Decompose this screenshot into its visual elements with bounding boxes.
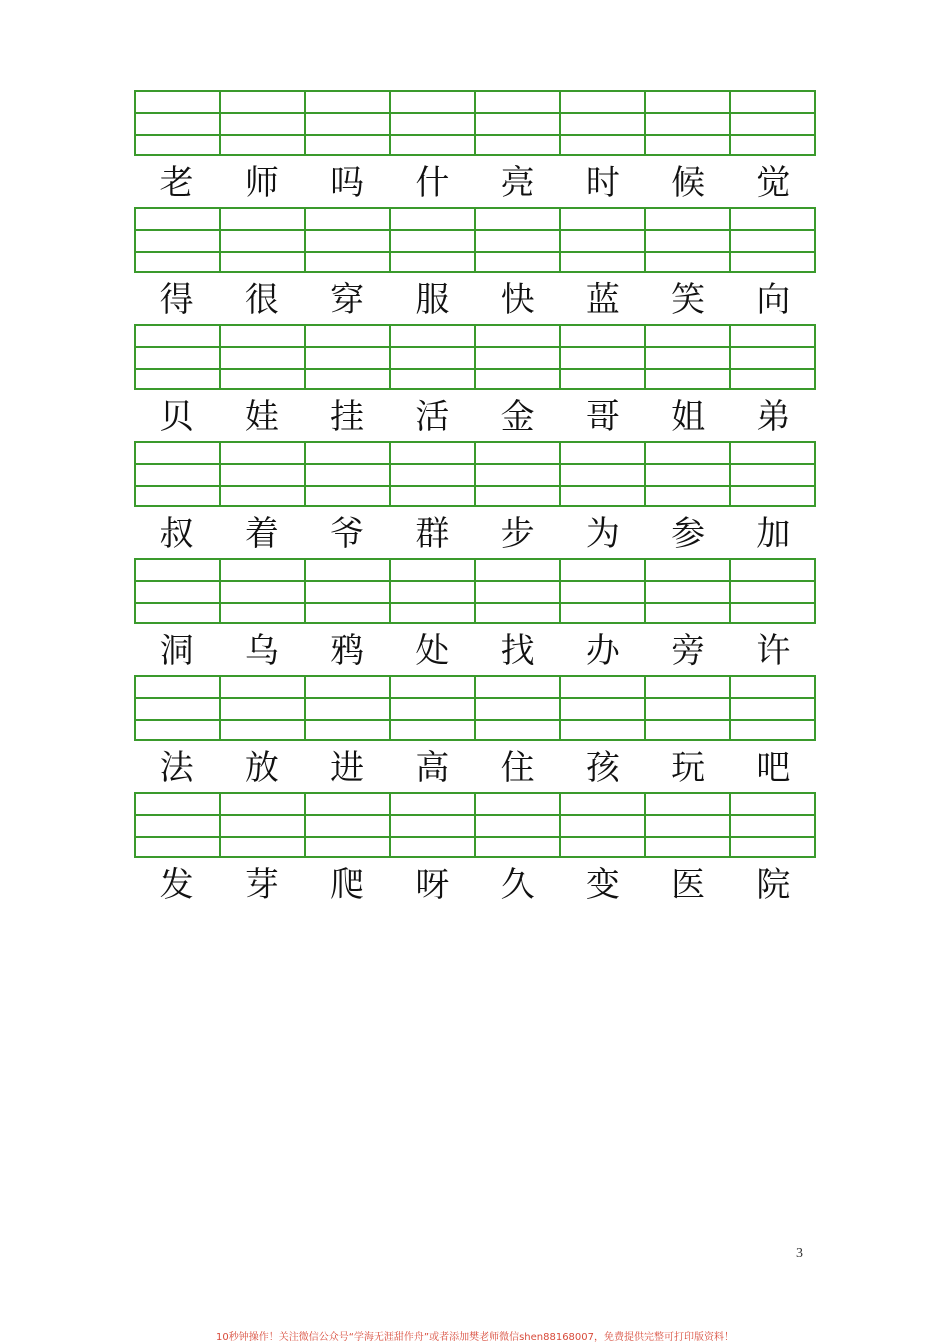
- chinese-character: 笑: [671, 280, 706, 320]
- writing-cell: [646, 443, 731, 505]
- chinese-character: 群: [415, 514, 450, 554]
- writing-cell: [731, 560, 814, 622]
- chinese-character: 放: [244, 748, 279, 788]
- chinese-character: 爬: [330, 865, 365, 905]
- chinese-character: 找: [500, 631, 535, 671]
- writing-cell: [646, 677, 731, 739]
- character-row: [134, 277, 816, 323]
- practice-block: [134, 792, 816, 909]
- writing-cell: [561, 92, 646, 154]
- chinese-character: 孩: [585, 748, 620, 788]
- character-row: [134, 628, 816, 674]
- chinese-character: 许: [756, 631, 791, 671]
- writing-cell: [221, 560, 306, 622]
- writing-grid: [134, 792, 816, 858]
- writing-cell: [136, 209, 221, 271]
- writing-cell: [646, 92, 731, 154]
- writing-cell: [646, 209, 731, 271]
- character-row: [134, 862, 816, 908]
- writing-cell: [136, 92, 221, 154]
- chinese-character: 旁: [671, 631, 706, 671]
- chinese-character: 活: [415, 397, 450, 437]
- writing-cell: [476, 443, 561, 505]
- chinese-character: 加: [756, 514, 791, 554]
- chinese-character: 进: [330, 748, 365, 788]
- page-number: 3: [796, 1246, 803, 1261]
- writing-cell: [731, 92, 814, 154]
- chinese-character: 步: [500, 514, 535, 554]
- writing-cell: [561, 443, 646, 505]
- writing-cell: [221, 209, 306, 271]
- writing-cell: [306, 92, 391, 154]
- chinese-character: 住: [500, 748, 535, 788]
- chinese-character: 法: [159, 748, 194, 788]
- writing-cell: [561, 209, 646, 271]
- writing-cell: [391, 677, 476, 739]
- writing-cell: [221, 443, 306, 505]
- writing-cell: [646, 326, 731, 388]
- writing-cell: [476, 560, 561, 622]
- chinese-character: 变: [585, 865, 620, 905]
- character-row: [134, 160, 816, 206]
- chinese-character: 姐: [671, 397, 706, 437]
- chinese-character: 穿: [330, 280, 365, 320]
- chinese-character: 觉: [756, 163, 791, 203]
- writing-cell: [306, 794, 391, 856]
- chinese-character: 高: [415, 748, 450, 788]
- writing-grid: [134, 90, 816, 156]
- character-row: [134, 745, 816, 791]
- chinese-character: 参: [671, 514, 706, 554]
- writing-cell: [476, 209, 561, 271]
- chinese-character: 服: [415, 280, 450, 320]
- chinese-character: 很: [244, 280, 279, 320]
- practice-block: [134, 558, 816, 675]
- chinese-character: 时: [585, 163, 620, 203]
- chinese-character: 吗: [330, 163, 365, 203]
- chinese-character: 医: [671, 865, 706, 905]
- writing-cell: [391, 560, 476, 622]
- writing-cell: [306, 443, 391, 505]
- chinese-character: 呀: [415, 865, 450, 905]
- practice-block: [134, 675, 816, 792]
- chinese-character: 叔: [159, 514, 194, 554]
- chinese-character: 蓝: [585, 280, 620, 320]
- writing-cell: [221, 677, 306, 739]
- writing-cell: [306, 560, 391, 622]
- writing-cell: [646, 794, 731, 856]
- writing-grid: [134, 675, 816, 741]
- writing-cell: [221, 92, 306, 154]
- practice-block: [134, 207, 816, 324]
- chinese-character: 处: [415, 631, 450, 671]
- writing-cell: [391, 92, 476, 154]
- writing-cell: [221, 794, 306, 856]
- writing-practice-worksheet: [134, 90, 816, 909]
- writing-cell: [136, 794, 221, 856]
- writing-cell: [391, 209, 476, 271]
- chinese-character: 快: [500, 280, 535, 320]
- writing-cell: [391, 443, 476, 505]
- chinese-character: 乌: [244, 631, 279, 671]
- writing-cell: [731, 794, 814, 856]
- chinese-character: 发: [159, 865, 194, 905]
- chinese-character: 久: [500, 865, 535, 905]
- chinese-character: 玩: [671, 748, 706, 788]
- writing-grid: [134, 207, 816, 273]
- writing-cell: [136, 326, 221, 388]
- chinese-character: 亮: [500, 163, 535, 203]
- writing-cell: [476, 677, 561, 739]
- character-row: [134, 511, 816, 557]
- writing-grid: [134, 441, 816, 507]
- writing-cell: [136, 677, 221, 739]
- footer-promo-text: 10秒钟操作！关注微信公众号“学海无涯甜作舟”或者添加樊老师微信shen88168007，免费提供完整可打印版资料！: [215, 1332, 735, 1343]
- writing-cell: [136, 443, 221, 505]
- writing-cell: [306, 677, 391, 739]
- writing-cell: [731, 443, 814, 505]
- chinese-character: 候: [671, 163, 706, 203]
- chinese-character: 师: [244, 163, 279, 203]
- writing-cell: [561, 794, 646, 856]
- writing-cell: [731, 677, 814, 739]
- chinese-character: 贝: [159, 397, 194, 437]
- chinese-character: 什: [415, 163, 450, 203]
- writing-cell: [561, 677, 646, 739]
- chinese-character: 得: [159, 280, 194, 320]
- chinese-character: 娃: [244, 397, 279, 437]
- writing-grid: [134, 558, 816, 624]
- chinese-character: 办: [585, 631, 620, 671]
- chinese-character: 吧: [756, 748, 791, 788]
- chinese-character: 院: [756, 865, 791, 905]
- writing-cell: [391, 794, 476, 856]
- writing-cell: [136, 560, 221, 622]
- writing-cell: [221, 326, 306, 388]
- writing-cell: [561, 326, 646, 388]
- writing-cell: [306, 326, 391, 388]
- writing-cell: [476, 326, 561, 388]
- chinese-character: 爷: [330, 514, 365, 554]
- character-row: [134, 394, 816, 440]
- chinese-character: 金: [500, 397, 535, 437]
- chinese-character: 洞: [159, 631, 194, 671]
- writing-cell: [476, 794, 561, 856]
- writing-cell: [646, 560, 731, 622]
- writing-cell: [561, 560, 646, 622]
- writing-cell: [391, 326, 476, 388]
- writing-cell: [306, 209, 391, 271]
- chinese-character: 老: [159, 163, 194, 203]
- writing-grid: [134, 324, 816, 390]
- writing-cell: [476, 92, 561, 154]
- chinese-character: 芽: [244, 865, 279, 905]
- chinese-character: 鸦: [330, 631, 365, 671]
- chinese-character: 挂: [330, 397, 365, 437]
- chinese-character: 向: [756, 280, 791, 320]
- chinese-character: 着: [244, 514, 279, 554]
- chinese-character: 为: [585, 514, 620, 554]
- practice-block: [134, 441, 816, 558]
- writing-cell: [731, 209, 814, 271]
- practice-block: [134, 90, 816, 207]
- chinese-character: 哥: [585, 397, 620, 437]
- chinese-character: 弟: [756, 397, 791, 437]
- writing-cell: [731, 326, 814, 388]
- practice-block: [134, 324, 816, 441]
